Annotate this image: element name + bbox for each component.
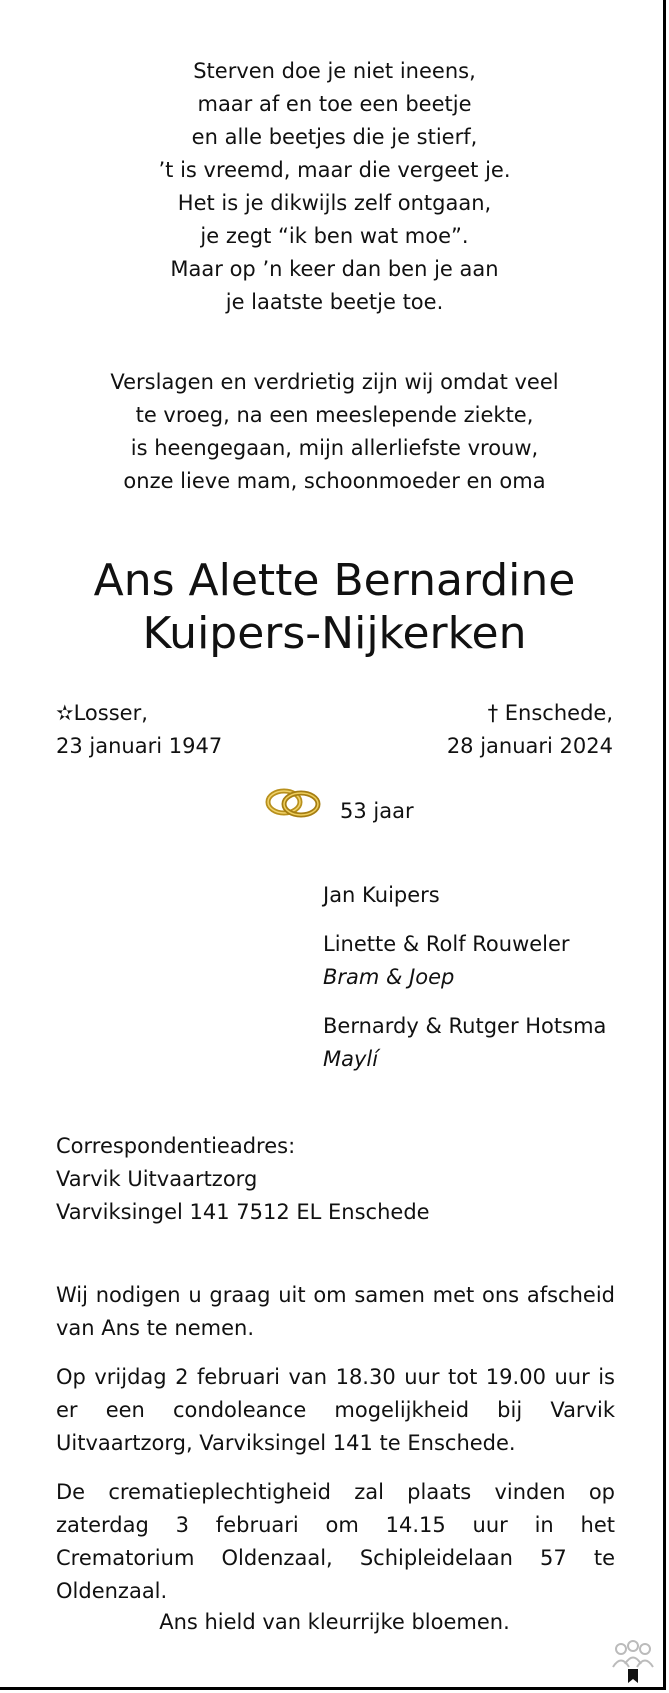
poem — [0, 55, 669, 319]
poem-line: maar af en toe een beetje — [197, 92, 472, 116]
correspondence-address — [56, 1130, 430, 1229]
poem-line: Het is je dikwijls zelf ontgaan, — [177, 191, 492, 215]
intro-line: Verslagen en verdrietig zijn wij omdat veel — [110, 370, 559, 394]
address-line: Correspondentieadres: — [56, 1134, 296, 1158]
poem-line: Maar op ’n keer dan ben je aan — [170, 257, 499, 281]
wedding-rings-icon — [264, 783, 322, 821]
death-place: † Enschede, — [487, 701, 613, 725]
family-list — [323, 879, 606, 1092]
intro-line: is heengegaan, mijn allerliefste vrouw, — [130, 436, 539, 460]
death-date: 28 januari 2024 — [446, 734, 613, 758]
poem-line: je laatste beetje toe. — [225, 290, 444, 314]
family-names: Linette & Rolf Rouweler — [323, 932, 570, 956]
people-group-logo-icon — [608, 1637, 658, 1687]
family-grandchildren: Bram & Joep — [323, 965, 455, 989]
death-info — [447, 697, 613, 763]
address-line: Varviksingel 141 7512 EL Enschede — [56, 1200, 430, 1224]
condolence-paragraph: Op vrijdag 2 februari van 18.30 uur tot 19.00 uur is er een condoleance mogelijkheid bij Varvik Uitvaartzorg, Varviksingel 141 te Enschede. — [56, 1365, 615, 1455]
cremation-paragraph: De crematieplechtigheid zal plaats vinden op zaterdag 3 februari om 14.15 uur in het Crematorium Oldenzaal, Schipleidelaan 57 te Oldenzaal. — [56, 1480, 615, 1603]
family-entry — [323, 1010, 606, 1076]
intro-line: onze lieve mam, schoonmoeder en oma — [123, 469, 546, 493]
family-entry — [323, 928, 606, 994]
deceased-given-names: Ans Alette Bernardine — [93, 555, 576, 606]
deceased-surname: Kuipers-Nijkerken — [142, 608, 527, 659]
poem-line: je zegt “ik ben wat moe”. — [200, 224, 469, 248]
closing-line: Ans hield van kleurrijke bloemen. — [159, 1610, 510, 1634]
announcement-intro — [0, 366, 669, 498]
birth-place: ✫Losser, — [56, 701, 148, 725]
family-names: Bernardy & Rutger Hotsma — [323, 1014, 607, 1038]
address-line: Varvik Uitvaartzorg — [56, 1167, 258, 1191]
family-names: Jan Kuipers — [323, 883, 440, 907]
family-grandchildren: Maylí — [323, 1047, 379, 1071]
marriage-years: 53 jaar — [340, 799, 414, 823]
poem-line: Sterven doe je niet ineens, — [193, 59, 476, 83]
poem-line: ’t is vreemd, maar die vergeet je. — [158, 158, 511, 182]
family-entry — [323, 879, 606, 912]
deceased-name — [0, 554, 669, 660]
poem-line: en alle beetjes die je stierf, — [191, 125, 478, 149]
birth-info — [56, 697, 222, 763]
intro-line: te vroeg, na een meeslepende ziekte, — [135, 403, 534, 427]
birth-date: 23 januari 1947 — [56, 734, 223, 758]
invitation-paragraph: Wij nodigen u graag uit om samen met ons afscheid van Ans te nemen. — [56, 1283, 615, 1340]
